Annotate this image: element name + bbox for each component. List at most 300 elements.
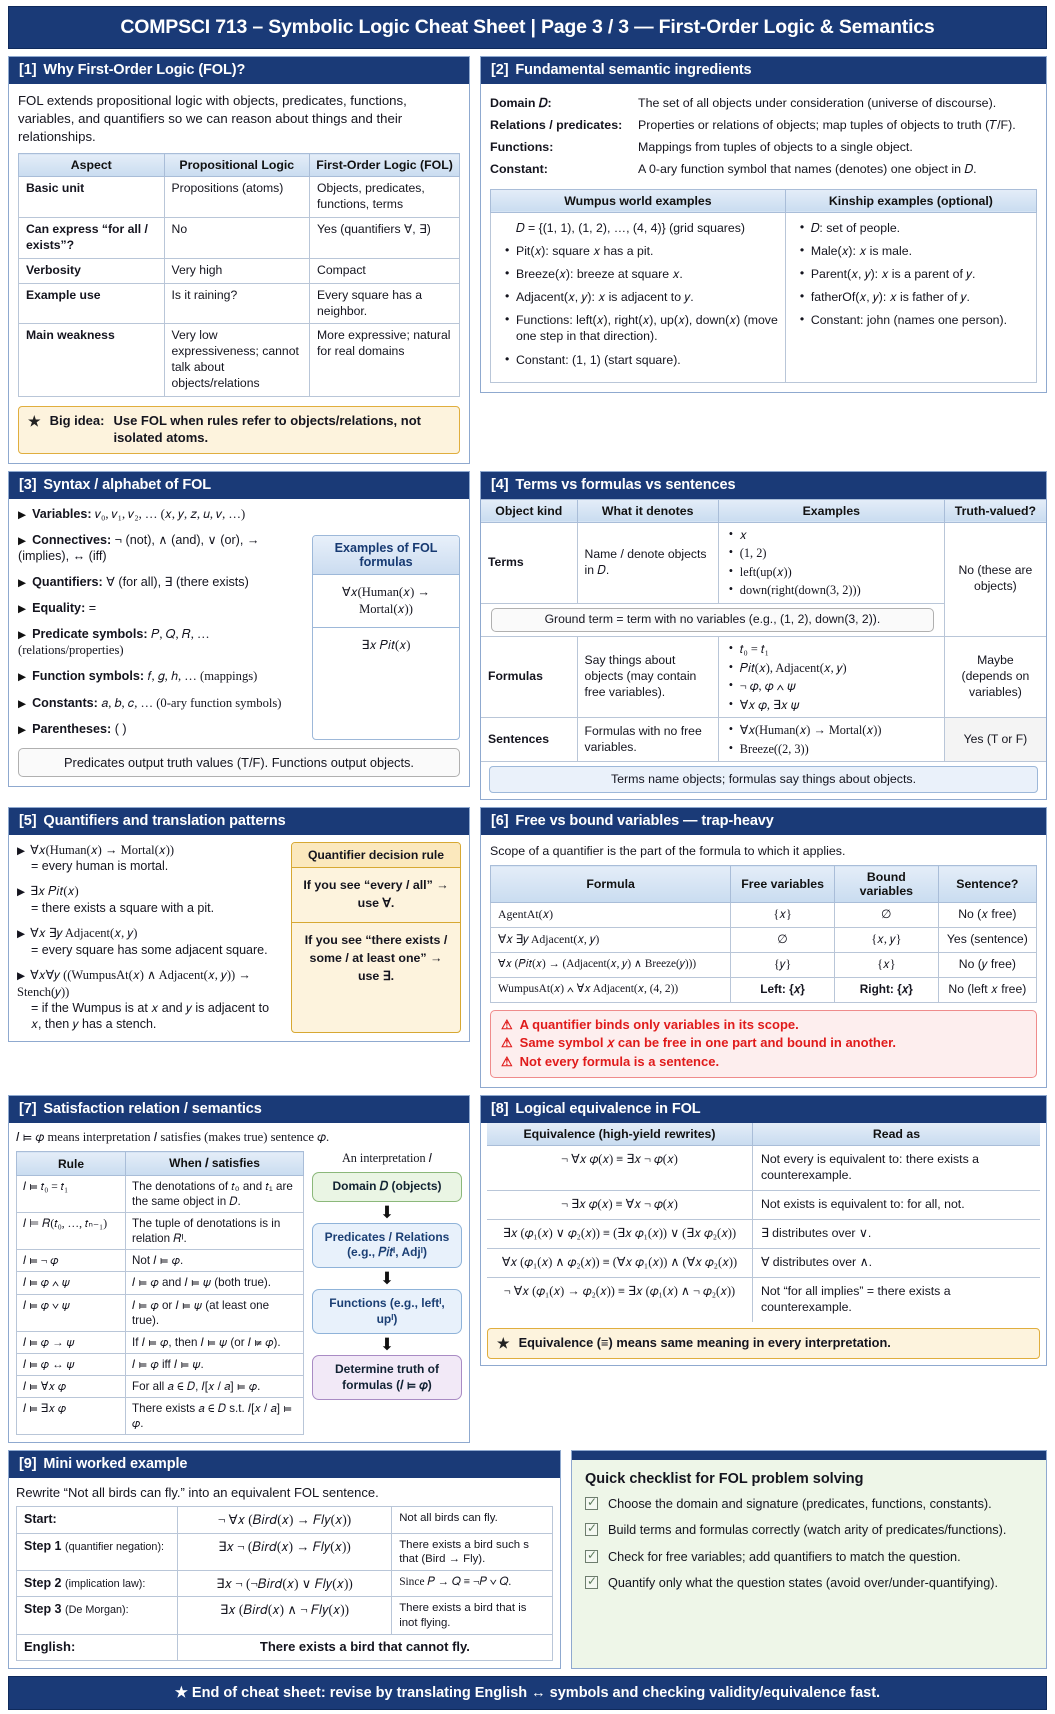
list-item: • 𝑡₀ = 𝑡₁ <box>740 641 937 658</box>
col-sentence: Sentence? <box>938 866 1036 903</box>
cell-equivalence: ¬ ∃𝑥 𝜑(𝑥) ≡ ∀𝑥 ¬ 𝜑(𝑥) <box>487 1191 752 1220</box>
cell-rule: 𝐼 ⊨ ¬ 𝜑 <box>17 1250 126 1272</box>
interpretation-flowchart <box>312 1151 462 1435</box>
table-row <box>17 1250 304 1272</box>
cell-condition: Not 𝐼 ⊨ 𝜑. <box>126 1250 304 1272</box>
list-item: • Constant: john (names one person). <box>811 312 1030 329</box>
section-2-header <box>481 57 1046 84</box>
triangle-bullet-icon: ▶ <box>17 928 26 941</box>
warning-line <box>501 1034 1026 1052</box>
cell-sentence: Yes (sentence) <box>938 928 1036 953</box>
table-header-row <box>17 1152 304 1176</box>
table-row <box>17 1176 304 1213</box>
section-6-body <box>481 835 1046 1088</box>
pattern-item <box>17 967 282 1032</box>
fol-examples-card <box>312 535 460 740</box>
section-9-header <box>9 1451 560 1478</box>
cell-truth: No (these are objects) <box>944 522 1046 636</box>
list-item: • Constant: (1, 1) (start square). <box>516 352 779 369</box>
col-kinship: Kinship examples (optional) <box>785 189 1036 212</box>
cell-rule: 𝐼 ⊨ 𝜑 → 𝜓 <box>17 1331 126 1353</box>
list-item: • ¬ 𝜑, 𝜑 ∧ 𝜓 <box>740 678 937 695</box>
warning-text: Not every formula is a sentence. <box>519 1053 720 1069</box>
section-5-title: Quantifiers and translation patterns <box>43 812 286 829</box>
section-3-number: [3] <box>19 476 37 493</box>
pattern-list <box>17 842 282 1033</box>
definition-row <box>490 114 1037 136</box>
page-footer: ★ End of cheat sheet: revise by translating English ↔ symbols and checking validity/equivalence fast. <box>8 1676 1047 1710</box>
cell-equivalence: ¬ ∀𝑥 (𝜑₁(𝑥) → 𝜑₂(𝑥)) ≡ ∃𝑥 (𝜑₁(𝑥) ∧ ¬ 𝜑₂(𝑥)) <box>487 1278 752 1322</box>
cell-bound: {𝑥, 𝑦} <box>834 928 938 953</box>
table-row <box>487 1146 1040 1191</box>
cell-denotes: Name / denote objects in 𝐷. <box>577 522 718 603</box>
warning-triangle-icon: ⚠ <box>501 1016 513 1032</box>
def-term: Domain 𝐷: <box>490 96 552 110</box>
col-rule: Rule <box>17 1152 126 1176</box>
section-8-title: Logical equivalence in FOL <box>515 1101 701 1118</box>
worked-example-table <box>16 1506 553 1660</box>
example-formula: ∀𝑥(Human(𝑥) → Mortal(𝑥)) <box>341 584 431 616</box>
step-note: (implication law): <box>65 1578 146 1591</box>
section-semantic-ingredients <box>480 56 1047 393</box>
section-8-header <box>481 1096 1046 1123</box>
section-2-title: Fundamental semantic ingredients <box>515 62 752 78</box>
triangle-bullet-icon: ▶ <box>17 844 26 857</box>
alphabet-key: Variables: <box>32 506 92 521</box>
cell-truth: Yes (T or F) <box>944 718 1046 762</box>
pattern-formula: ∀𝑥 ∃𝑦 Adjacent(𝑥, 𝑦) <box>30 926 138 941</box>
cell-step <box>17 1507 178 1533</box>
col-free-vars: Free variables <box>731 866 835 903</box>
cell-bound: Right: {𝑥} <box>834 977 938 1002</box>
table-header-row <box>487 1123 1040 1146</box>
table-row <box>17 1571 553 1597</box>
semantic-definitions <box>490 92 1037 181</box>
cell-english: There exists a bird that is inot flying. <box>392 1597 553 1635</box>
table-header-row <box>491 866 1037 903</box>
table-row-final <box>17 1634 553 1660</box>
section-1-number: [1] <box>19 62 37 78</box>
list-item: • (1, 2) <box>740 545 937 562</box>
alphabet-value: = <box>88 601 97 616</box>
list-item: • ∀𝑥(Human(𝑥) → Mortal(𝑥)) <box>740 722 937 739</box>
alphabet-key: Connectives: <box>32 532 112 547</box>
checkbox-checked-icon[interactable] <box>585 1497 598 1510</box>
syntax-note: Predicates output truth values (T/F). Functions output objects. <box>18 748 460 777</box>
alphabet-item <box>18 601 304 617</box>
table-row-terms <box>481 522 1046 603</box>
arrow-down-icon: ⬇ <box>379 1202 395 1222</box>
table-header-row <box>491 189 1037 212</box>
cell-condition: 𝐼 ⊨ 𝜑 or 𝐼 ⊨ 𝜓 (at least one true). <box>126 1294 304 1331</box>
big-idea-text: Use FOL when rules refer to objects/relations, not isolated atoms. <box>113 412 421 445</box>
flow-node-domain: Domain 𝐷 (objects) <box>312 1172 462 1202</box>
big-idea-label: Big idea: <box>49 412 105 428</box>
col-truth-valued: Truth-valued? <box>944 499 1046 522</box>
list-item: • fatherOf(𝑥, 𝑦): 𝑥 is father of 𝑦. <box>811 289 1030 306</box>
step-label: Step 1 <box>24 1538 62 1553</box>
cell-reading: ∀ distributes over ∧. <box>752 1249 1040 1278</box>
section-6-header <box>481 808 1046 835</box>
alphabet-key: Constants: <box>32 695 98 710</box>
pattern-item <box>17 925 282 958</box>
list-item: • left(up(𝑥)) <box>740 564 937 581</box>
cell-formula: ∃𝑥 (𝐵𝑖𝑟𝑑(𝑥) ∧ ¬ 𝐹𝑙𝑦(𝑥)) <box>177 1597 391 1635</box>
triangle-bullet-icon: ▶ <box>18 508 27 521</box>
ground-term-cell <box>481 604 944 637</box>
table-header-row <box>19 154 460 177</box>
section-7-header <box>9 1096 469 1123</box>
def-desc: Properties or relations of objects; map tuples of objects to truth (𝑇/F). <box>638 118 1016 133</box>
cell-equivalence: ∃𝑥 (𝜑₁(𝑥) ∨ 𝜑₂(𝑥)) ≡ (∃𝑥 𝜑₁(𝑥)) ∨ (∃𝑥 𝜑₂(𝑥)) <box>487 1220 752 1249</box>
kinship-cell <box>785 212 1036 382</box>
table-row <box>491 903 1037 928</box>
cell-fol: Every square has a neighbor. <box>310 283 460 324</box>
warning-triangle-icon: ⚠ <box>501 1035 513 1051</box>
star-icon: ★ <box>497 1335 510 1352</box>
def-desc: A 0-ary function symbol that names (denotes) one object in 𝐷. <box>638 162 977 177</box>
checklist-item[interactable] <box>585 1496 1033 1513</box>
col-fol: First-Order Logic (FOL) <box>310 154 460 177</box>
cell-english: Not all birds can fly. <box>392 1507 553 1533</box>
col-object-kind: Object kind <box>481 499 577 522</box>
col-formula: Formula <box>491 866 731 903</box>
section-9-title: Mini worked example <box>43 1455 188 1472</box>
table-row <box>17 1375 304 1397</box>
section-8-number: [8] <box>491 1101 509 1118</box>
cell-sentence: No (left 𝑥 free) <box>938 977 1036 1002</box>
cell-sentence: No (𝑦 free) <box>938 953 1036 978</box>
pattern-gloss: = every square has some adjacent square. <box>31 943 268 958</box>
alphabet-key: Equality: <box>32 601 86 616</box>
step-label: Start: <box>24 1512 57 1527</box>
table-row <box>17 1353 304 1375</box>
cell-condition: There exists 𝑎 ∈ 𝐷 s.t. 𝐼[𝑥 / 𝑎] ⊨ 𝜑. <box>126 1397 304 1434</box>
pattern-formula: ∀𝑥∀𝑦 ((WumpusAt(𝑥) ∧ Adjacent(𝑥, 𝑦)) → Stench(𝑦)) <box>17 968 251 999</box>
triangle-bullet-icon: ▶ <box>18 697 27 710</box>
list-item: • 𝐷: set of people. <box>811 220 1030 237</box>
col-when-satisfies: When 𝐼 satisfies <box>126 1152 304 1176</box>
formula-examples <box>726 641 937 713</box>
cell-formula: ∀𝑥 (𝑃𝑖𝑡(𝑥) → (Adjacent(𝑥, 𝑦) ∧ Breeze(𝑦))) <box>491 953 731 978</box>
row-4 <box>8 1095 1047 1443</box>
cell-aspect: Can express “for all / exists”? <box>19 218 165 259</box>
cell-formula: ∃𝑥 ¬ (𝐵𝑖𝑟𝑑(𝑥) → 𝐹𝑙𝑦(𝑥)) <box>177 1533 391 1571</box>
checklist-body <box>572 1460 1046 1604</box>
col-read-as: Read as <box>752 1123 1040 1146</box>
section-7-number: [7] <box>19 1101 37 1118</box>
cell-reading: Not every is equivalent to: there exists a counterexample. <box>752 1146 1040 1191</box>
syntax-layout <box>18 507 460 740</box>
table-row <box>487 1278 1040 1322</box>
pattern-gloss: = if the Wumpus is at 𝑥 and 𝑦 is adjacent to 𝑥, then 𝑦 has a stench. <box>31 1001 270 1032</box>
cell-bound: ∅ <box>834 903 938 928</box>
cell-denotes: Formulas with no free variables. <box>577 718 718 762</box>
checklist-item[interactable] <box>585 1575 1033 1592</box>
cell-fol: More expressive; natural for real domains <box>310 324 460 396</box>
row-5 <box>8 1450 1047 1669</box>
cell-equivalence: ¬ ∀𝑥 𝜑(𝑥) ≡ ∃𝑥 ¬ 𝜑(𝑥) <box>487 1146 752 1191</box>
section-9-lead: Rewrite “Not all birds can fly.” into an equivalent FOL sentence. <box>16 1484 379 1500</box>
sentence-examples <box>726 722 937 757</box>
table-row <box>19 324 460 396</box>
cell-denotes: Say things about objects (may contain free variables). <box>577 636 718 717</box>
alphabet-key: Function symbols: <box>32 669 145 684</box>
alphabet-item <box>18 575 304 591</box>
section-5-number: [5] <box>19 812 37 829</box>
section-7-title: Satisfaction relation / semantics <box>43 1101 262 1118</box>
table-row <box>19 258 460 283</box>
flow-node-functions: Functions (e.g., leftᴵ, upᴵ) <box>312 1289 462 1334</box>
triangle-bullet-icon: ▶ <box>18 534 27 547</box>
cell-formula: WumpusAt(𝑥) ∧ ∀𝑥 Adjacent(𝑥, (4, 2)) <box>491 977 731 1002</box>
cell-aspect: Example use <box>19 283 165 324</box>
section-1-title: Why First-Order Logic (FOL)? <box>43 62 246 78</box>
arrow-down-icon: ⬇ <box>379 1268 395 1288</box>
checkbox-checked-icon[interactable] <box>585 1523 598 1536</box>
step-label: Step 2 <box>24 1576 62 1591</box>
page-title: COMPSCI 713 – Symbolic Logic Cheat Sheet | Page 3 / 3 — First-Order Logic & Semantics <box>8 6 1047 49</box>
cell-rule: 𝐼 ⊨ ∃𝑥 𝜑 <box>17 1397 126 1434</box>
cell-kind: Formulas <box>481 636 577 717</box>
section-quantifier-patterns <box>8 807 470 1042</box>
section-6-number: [6] <box>491 812 509 829</box>
table-row <box>491 953 1037 978</box>
flow-caption: An interpretation 𝐼 <box>341 1151 433 1166</box>
cell-condition: The denotations of 𝑡₀ and 𝑡₁ are the same object in 𝐷. <box>126 1176 304 1213</box>
free-bound-warnings <box>490 1010 1037 1078</box>
table-row <box>487 1249 1040 1278</box>
alphabet-value: 𝑓, 𝑔, ℎ, … (mappings) <box>147 669 258 684</box>
cell-rule: 𝐼 ⊨ 𝜑 ↔ 𝜓 <box>17 1353 126 1375</box>
checklist-item-label: Quantify only what the question states (avoid over/under-quantifying). <box>608 1576 999 1591</box>
checkbox-checked-icon[interactable] <box>585 1576 598 1589</box>
checkbox-checked-icon[interactable] <box>585 1550 598 1563</box>
table-header-row <box>481 499 1046 522</box>
section-6-lead: Scope of a quantifier is the part of the formula to which it applies. <box>490 843 846 858</box>
section-3-body <box>9 499 469 786</box>
alphabet-item <box>18 696 304 712</box>
equivalence-note <box>487 1328 1040 1359</box>
flow-node-predicates: Predicates / Relations (e.g., 𝑃𝑖𝑡ᴵ, Adjᴵ) <box>312 1223 462 1268</box>
list-item: • ∀𝑥 𝜑, ∃𝑥 𝜓 <box>740 697 937 714</box>
col-equivalence: Equivalence (high-yield rewrites) <box>487 1123 752 1146</box>
def-term: Relations / predicates: <box>490 118 623 133</box>
cell-free: Left: {𝑥} <box>731 977 835 1002</box>
flow-node-truth: Determine truth of formulas (𝐼 ⊨ 𝜑) <box>312 1355 462 1400</box>
equivalence-table <box>487 1123 1040 1322</box>
step-note: (De Morgan): <box>65 1604 129 1617</box>
alphabet-item <box>18 627 304 658</box>
alphabet-value: ¬ (not), ∧ (and), ∨ (or), → (implies), ↔ (iff) <box>18 532 260 563</box>
satisfaction-layout <box>16 1151 462 1435</box>
cell-free: {𝑦} <box>731 953 835 978</box>
step-label: Step 3 <box>24 1602 62 1617</box>
step-note: (quantifier negation): <box>65 1540 165 1553</box>
pattern-gloss: = every human is mortal. <box>31 859 169 874</box>
table-row <box>17 1533 553 1571</box>
list-item: • Breeze(𝑥): breeze at square 𝑥. <box>516 266 779 283</box>
cell-examples <box>718 522 944 603</box>
list-item: • Male(𝑥): 𝑥 is male. <box>811 243 1030 260</box>
cell-sentence: No (𝑥 free) <box>938 903 1036 928</box>
cell-reading: Not “for all implies” = there exists a counterexample. <box>752 1278 1040 1322</box>
table-row <box>17 1213 304 1250</box>
checklist-item-label: Build terms and formulas correctly (watch arity of predicates/functions). <box>608 1523 1007 1538</box>
pattern-formula: ∀𝑥(Human(𝑥) → Mortal(𝑥)) <box>30 842 175 857</box>
cell-kind: Terms <box>481 522 577 603</box>
row-2 <box>8 471 1047 800</box>
section-syntax <box>8 471 470 787</box>
table-row <box>17 1507 553 1533</box>
examples-card-title: Examples of FOL formulas <box>313 536 459 575</box>
definition-row <box>490 136 1037 158</box>
alphabet-item <box>18 669 304 685</box>
cell-aspect: Basic unit <box>19 177 165 218</box>
col-propositional: Propositional Logic <box>164 154 310 177</box>
list-item: • Pit(𝑥): square 𝑥 has a pit. <box>516 243 779 260</box>
warning-line <box>501 1016 1026 1034</box>
col-aspect: Aspect <box>19 154 165 177</box>
checklist-item[interactable] <box>585 1522 1033 1539</box>
kinship-list <box>796 220 1030 329</box>
triangle-bullet-icon: ▶ <box>18 576 27 589</box>
triangle-bullet-icon: ▶ <box>17 970 26 983</box>
cell-rule: 𝐼 ⊨ 𝜑 ∧ 𝜓 <box>17 1272 126 1294</box>
cell-truth: Maybe (depends on variables) <box>944 636 1046 717</box>
warning-text: Same symbol 𝑥 can be free in one part and bound in another. <box>519 1035 897 1051</box>
quantifier-layout <box>17 842 461 1033</box>
cell-condition: If 𝐼 ⊨ 𝜑, then 𝐼 ⊨ 𝜓 (or 𝐼 ⊭ 𝜑). <box>126 1331 304 1353</box>
warning-triangle-icon: ⚠ <box>501 1053 513 1069</box>
free-bound-table <box>490 865 1037 1002</box>
pattern-gloss: = there exists a square with a pit. <box>31 901 215 916</box>
col-denotes: What it denotes <box>577 499 718 522</box>
cell-fol: Objects, predicates, functions, terms <box>310 177 460 218</box>
row-3 <box>8 807 1047 1089</box>
alphabet-list <box>18 507 304 740</box>
decision-rule-1: If you see “every / all” → use ∀. <box>303 877 449 910</box>
section-9-body <box>9 1478 560 1668</box>
list-item: • Parent(𝑥, 𝑦): 𝑥 is a parent of 𝑦. <box>811 266 1030 283</box>
decision-rule-title: Quantifier decision rule <box>292 843 460 868</box>
warning-text: A quantifier binds only variables in its scope. <box>519 1016 799 1032</box>
def-desc: The set of all objects under consideration (universe of discourse). <box>638 96 997 110</box>
arrow-down-icon: ⬇ <box>379 1335 395 1355</box>
table-row <box>487 1191 1040 1220</box>
table-row-sentences <box>481 718 1046 762</box>
table-row <box>491 212 1037 382</box>
cell-bound: {𝑥} <box>834 953 938 978</box>
section-1-body <box>9 84 469 463</box>
checklist-item[interactable] <box>585 1549 1033 1566</box>
cell-fol: Yes (quantifiers ∀, ∃) <box>310 218 460 259</box>
triangle-bullet-icon: ▶ <box>18 629 27 642</box>
table-row <box>17 1272 304 1294</box>
term-examples <box>726 527 937 599</box>
alphabet-value: ∀ (for all), ∃ (there exists) <box>106 574 249 589</box>
section-3-header <box>9 472 469 499</box>
cell-equivalence: ∀𝑥 (𝜑₁(𝑥) ∧ 𝜑₂(𝑥)) ≡ (∀𝑥 𝜑₁(𝑥)) ∧ (∀𝑥 𝜑₂(𝑥)) <box>487 1249 752 1278</box>
alphabet-item <box>18 533 304 564</box>
table-row <box>491 928 1037 953</box>
propositional-vs-fol-table <box>18 153 460 396</box>
checklist-title: Quick checklist for FOL problem solving <box>585 1470 864 1487</box>
row-1 <box>8 56 1047 464</box>
cell-rule: 𝐼 ⊨ 𝜑 ∨ 𝜓 <box>17 1294 126 1331</box>
cell-aspect: Main weakness <box>19 324 165 396</box>
examples-table <box>490 189 1037 383</box>
star-icon: ★ <box>28 412 41 429</box>
def-desc: Mappings from tuples of objects to a single object. <box>638 140 913 155</box>
cell-step <box>17 1597 178 1635</box>
table-row <box>487 1220 1040 1249</box>
equivalence-note-text: Equivalence (≡) means same meaning in every interpretation. <box>518 1335 891 1351</box>
table-row <box>17 1331 304 1353</box>
warning-line <box>501 1053 1026 1071</box>
col-bound-vars: Bound variables <box>834 866 938 903</box>
cell-condition: 𝐼 ⊨ 𝜑 and 𝐼 ⊨ 𝜓 (both true). <box>126 1272 304 1294</box>
cell-final-text: There exists a bird that cannot fly. <box>177 1634 552 1660</box>
def-term: Functions: <box>490 140 554 155</box>
footer-note-cell <box>481 762 1046 799</box>
table-row <box>491 977 1037 1002</box>
section-4-body <box>481 499 1046 799</box>
terms-footer-note: Terms name objects; formulas say things about objects. <box>489 766 1038 792</box>
section-4-number: [4] <box>491 476 509 493</box>
section-logical-equivalence <box>480 1095 1047 1366</box>
section-satisfaction-relation <box>8 1095 470 1443</box>
list-item: • 𝑥 <box>740 527 937 544</box>
big-idea-callout <box>18 406 460 454</box>
example-formula: ∃𝑥 𝑃𝑖𝑡(𝑥) <box>313 627 459 663</box>
triangle-bullet-icon: ▶ <box>17 886 26 899</box>
list-item: • Functions: left(𝑥), right(𝑥), up(𝑥), down(𝑥) (move one step in that direction). <box>516 312 779 345</box>
alphabet-key: Quantifiers: <box>32 574 103 589</box>
checklist-topbar <box>572 1451 1046 1460</box>
col-examples: Examples <box>718 499 944 522</box>
cell-formula: ¬ ∀𝑥 (𝐵𝑖𝑟𝑑(𝑥) → 𝐹𝑙𝑦(𝑥)) <box>177 1507 391 1533</box>
definition-row <box>490 92 1037 114</box>
checklist-item-label: Choose the domain and signature (predicates, functions, constants). <box>608 1496 992 1511</box>
section-terms-formulas-sentences <box>480 471 1047 800</box>
cell-rule: 𝐼 ⊨ ∀𝑥 𝜑 <box>17 1375 126 1397</box>
section-6-title: Free vs bound variables — trap-heavy <box>515 812 774 829</box>
triangle-bullet-icon: ▶ <box>18 723 27 736</box>
cell-fol: Compact <box>310 258 460 283</box>
section-4-title: Terms vs formulas vs sentences <box>515 476 736 493</box>
cell-condition: The tuple of denotations is in relation 𝑅ᴵ. <box>126 1213 304 1250</box>
cell-final-label: English: <box>17 1634 178 1660</box>
cell-free: {𝑥} <box>731 903 835 928</box>
section-2-body <box>481 84 1046 392</box>
def-term: Constant: <box>490 162 548 177</box>
section-2-number: [2] <box>491 62 509 78</box>
cell-prop: Propositions (atoms) <box>164 177 310 218</box>
table-row-formulas <box>481 636 1046 717</box>
cell-formula: ∃𝑥 ¬ (¬𝐵𝑖𝑟𝑑(𝑥) ∨ 𝐹𝑙𝑦(𝑥)) <box>177 1571 391 1597</box>
section-1-lead: FOL extends propositional logic with objects, predicates, functions, variables, and quantifiers so we can reason about things and their relationships. <box>18 93 407 144</box>
alphabet-key: Parentheses: <box>32 721 112 736</box>
cell-rule: 𝐼 ⊨ 𝑡₀ = 𝑡₁ <box>17 1176 126 1213</box>
cell-prop: No <box>164 218 310 259</box>
alphabet-item <box>18 507 304 523</box>
pattern-item <box>17 883 282 916</box>
satisfaction-table <box>16 1151 304 1435</box>
cell-aspect: Verbosity <box>19 258 165 283</box>
alphabet-item <box>18 722 304 738</box>
cell-condition: For all 𝑎 ∈ 𝐷, 𝐼[𝑥 / 𝑎] ⊨ 𝜑. <box>126 1375 304 1397</box>
